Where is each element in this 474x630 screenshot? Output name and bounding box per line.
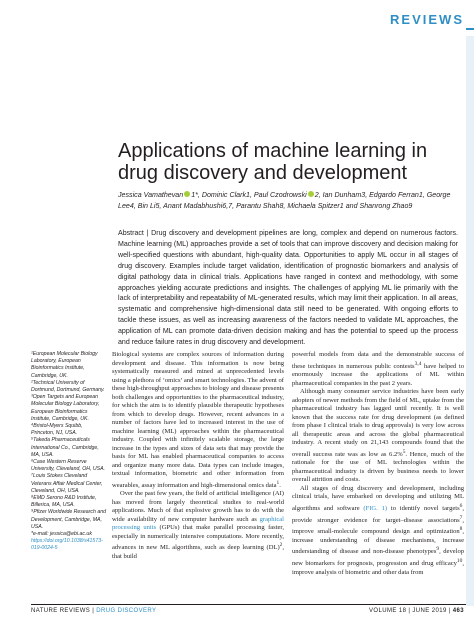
author-name: 6,7, Parantu Shah	[222, 201, 280, 210]
affiliation: ¹European Molecular Biology Laboratory, European Bioinformatics Institute, Cambridge, UK.	[31, 351, 98, 379]
author-name: 4, Bin Li	[129, 201, 156, 210]
affiliation: ⁴Bristol-Myers Squibb, Princeton, NJ, USA.	[31, 423, 83, 437]
article-title: Applications of machine learning in drug discovery and development	[118, 140, 428, 184]
affiliation: ⁷Louis Stokes Cleveland Veterans Affair Medical Center, Cleveland, OH, USA.	[31, 473, 103, 494]
body-paragraph: Over the past few years, the field of artificial intelligence (AI) has moved from largely theoretical studies to real-world applications. Much of that explosive growth has to do with the wide availability of new computer hardware such as graphical processing units (GPUs) that make parallel processing faster, especially in numerically intensive computations. More recently, advances in new ML algorithms, such as deep learning (DL)$^2$, that build	[112, 490, 284, 560]
volume-info: VOLUME 18 | JUNE 2019 |	[369, 608, 453, 614]
page-number: 463	[452, 608, 464, 614]
author-name: 1, George Lee	[118, 191, 451, 210]
author-name: 3, Edgardo Ferran	[361, 191, 419, 199]
body-paragraph: Biological systems are complex sources of information during development and disease. This information is now being systematically measured and mined at unprecedented levels using a plethora of ‘omics’ and smart technologies. The advent of these high-throughput approaches to biology and disease presents both challenges and opportunities to the pharmaceutical industry, for which the aim is to identify plausible therapeutic hypotheses from which to develop drugs. However, recent advances in a number of factors have led to increased interest in the use of machine learning (ML) approaches within the pharmaceutical industry. Coupled with infinitely scalable storage, the large increase in the types and sizes of data sets that may provide the basis for ML has enabled pharmaceutical companies to access and organize many more data. Data types can include images, textual information, biometric and other information from wearables, assay information and high-dimensional omics data$^1$.	[112, 351, 284, 489]
body-column-1	[112, 351, 284, 561]
footer-rule	[31, 604, 466, 605]
footer-volume	[369, 608, 464, 614]
author-name: 8, Michaela Spitzer	[279, 201, 340, 210]
author-name: 1, Paul Czodrowski	[246, 191, 307, 199]
affiliation: ³Open Targets and European Molecular Biology Laboratory, European Bioinformatics Institute, Cambridge, UK.	[31, 394, 100, 422]
affiliation: ⁸EMD Serono R&D Institute, Billerica, MA, USA.	[31, 495, 97, 509]
affiliation: ²Technical University of Dortmund, Dortmund, Germany.	[31, 379, 105, 394]
author-name: 5, Anant Madabhushi	[155, 201, 223, 210]
author-name: 2, Ian Dunham	[314, 191, 362, 199]
journal-section: DRUG DISCOVERY	[96, 608, 157, 614]
abstract-text: Drug discovery and development pipelines are long, complex and depend on numerous factors. Machine learning (ML) approaches provide a set of tools that can improve discovery and decision making for well-specified questions with abundant, high-quality data. Opportunities to apply ML occur in all stages of drug discovery. Examples include target validation, identification of prognostic biomarkers and analysis of digital pathology data in clinical trials. Applications have ranged in context and methodology, with some approaches yielding accurate predictions and insights. The challenges of applying ML lie primarily with the lack of interpretability and repeatability of ML-generated results, which may limit their application. In all areas, systematic and comprehensive high-dimensional data still need to be generated. With ongoing efforts to tackle these issues, as well as increasing awareness of the factors needed to validate ML approaches, the application of ML can promote data-driven decision making and has the potential to speed up the process and reduce failure rates in drug discovery and development.	[118, 230, 459, 347]
footer-journal	[31, 608, 156, 614]
abstract	[118, 229, 458, 349]
author-name: Jessica Vamathevan	[118, 191, 184, 199]
affiliation: ⁵Takeda Pharmaceuticals International Co., Cambridge, MA, USA.	[31, 437, 99, 458]
author-name: 1 and Shanrong Zhao	[339, 201, 409, 210]
author-name: 1*, Dominic Clark	[191, 191, 246, 199]
footer-separator: |	[90, 608, 97, 614]
body-paragraph: All stages of drug discovery and development, including clinical trials, have embarked on developing and utilizing ML algorithms and software (FIG. 1) to identify novel targets$^6$, provide stronger evidence for target–disease associations$^7$, improve small-molecule compound design and optimization$^8$, increase understanding of disease mechanisms, increase understanding of disease and non-disease phenotypes$^9$, develop new biomarkers for prognosis, progression and drug efficacy$^{10}$, improve analysis of biometric and other data from	[292, 484, 465, 576]
body-paragraph: powerful models from data and the demonstrable success of these techniques in numerous public contests$^{3,4}$ have helped to enormously increase the applications of ML within pharmaceutical companies in the past 2 years.	[292, 351, 464, 387]
affiliation: ⁶Case Western Reserve University, Cleveland, OH, USA.	[31, 459, 105, 473]
body-paragraph: Although many consumer service industries have been early adopters of newer methods from the field of ML, uptake from the pharmaceutical industry has lagged until recently. It is well known that the success rate for drug development (as defined from phase I clinical trials to drug approvals) is very low across all therapeutic areas and across the global pharmaceutical industry. A recent study on 21,143 compounds found that the overall success rate was as low as 6.2%$^5$. Hence, much of the rationale for the use of ML technologies within the pharmaceutical industry is driven by business needs to lower overall attrition and costs.	[292, 388, 464, 484]
corresponding-email[interactable]: *e-mail: jessica@ebi.ac.uk	[31, 531, 92, 538]
header-rule	[466, 28, 474, 30]
affiliation: ⁹Pfizer Worldwide Research and Development, Cambridge, MA, USA.	[31, 509, 106, 530]
abstract-label: Abstract |	[118, 230, 149, 237]
side-color-strip	[466, 36, 474, 606]
body-column-2	[292, 351, 464, 577]
doi-link[interactable]: https://doi.org/10.1038/s41573-019-0024-5	[31, 538, 103, 552]
section-label: REVIEWS	[390, 12, 464, 27]
author-name: 9	[408, 201, 413, 210]
orcid-icon[interactable]	[308, 191, 314, 197]
figure-link[interactable]: (FIG. 1)	[363, 505, 388, 513]
author-list	[118, 190, 458, 212]
glossary-link[interactable]: graphical processing units	[112, 515, 284, 532]
journal-header	[0, 0, 474, 36]
journal-name: NATURE REVIEWS	[31, 608, 91, 614]
affiliations	[31, 351, 107, 553]
orcid-icon[interactable]	[184, 191, 190, 197]
